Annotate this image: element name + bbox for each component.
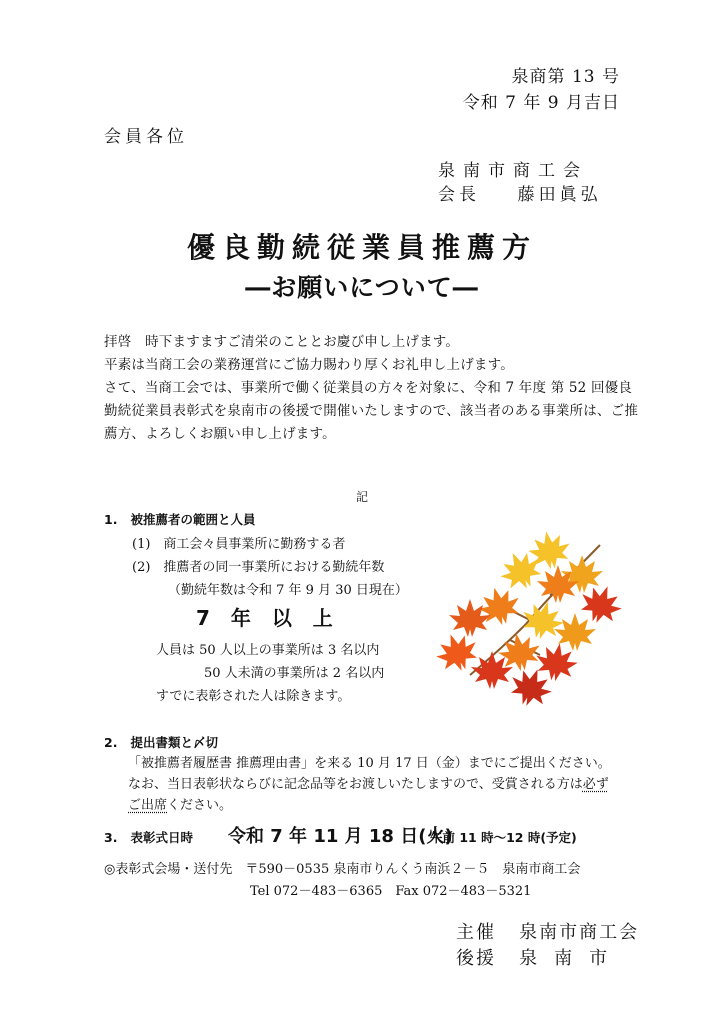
maple-leaves-illustration bbox=[430, 525, 630, 715]
section2-heading bbox=[104, 733, 218, 751]
section2-line1: 「被推薦者履歴書 推薦理由書」を来る 10 月 17 日（金）までにご提出ください。 bbox=[128, 756, 611, 771]
host-organization: 泉南市商工会 bbox=[519, 922, 640, 943]
host-label: 主催 bbox=[456, 922, 496, 943]
sender-title: 会長 bbox=[438, 185, 480, 205]
document-date: 令和 7 年 9 月吉日 bbox=[462, 93, 620, 113]
section1-heading bbox=[104, 510, 256, 528]
document-subtitle: ―お願いについて― bbox=[245, 273, 479, 302]
staff-rule-3: すでに表彰された人は除きます。 bbox=[156, 689, 351, 704]
must-emphasis: 必ず bbox=[582, 777, 609, 792]
ceremony-time: 午前 11 時〜12 時(予定) bbox=[430, 830, 577, 845]
section2-line3 bbox=[128, 794, 232, 813]
ki-heading: 記 bbox=[355, 490, 368, 504]
ceremony-date: 令和 7 年 11 月 18 日(火) bbox=[228, 826, 453, 847]
contact-phone-fax: Tel 072－483－6365 Fax 072－483－5321 bbox=[250, 884, 532, 899]
staff-rule-2: 50 人未満の事業所は 2 名以内 bbox=[204, 666, 385, 681]
sender-organization: 泉南市商工会 bbox=[438, 161, 588, 181]
support-line bbox=[456, 944, 624, 970]
years-requirement: 7 年 以 上 bbox=[196, 606, 340, 630]
maple-leaf bbox=[518, 596, 568, 644]
section1-item1: (1) 商工会々員事業所に勤務する者 bbox=[132, 537, 346, 552]
host-line bbox=[456, 918, 639, 944]
section2-title: 提出書類と〆切 bbox=[130, 735, 219, 750]
document-title: 優良勤続従業員推薦方 bbox=[186, 231, 537, 264]
body-line: さて、当商工会では、事業所で働く従業員の方々を対象に、令和 7 年度 第 52 回優良 bbox=[104, 380, 633, 396]
section3-title: 表彰式日時 bbox=[130, 830, 194, 845]
section3-heading bbox=[104, 828, 193, 846]
document-number: 泉商第 13 号 bbox=[511, 67, 620, 87]
section2-line3-text: ください。 bbox=[167, 798, 233, 813]
venue-address: ◎表彰式会場・送付先 〒590－0535 泉南市りんくう南浜２－５ 泉南市商工会 bbox=[104, 862, 581, 877]
addressee: 会員各位 bbox=[104, 127, 188, 147]
section2-line2-text: なお、当日表彰状ならびに記念品等をお渡しいたしますので、受賞される方は bbox=[128, 777, 583, 792]
staff-rule-1: 人員は 50 人以上の事業所は 3 名以内 bbox=[156, 643, 380, 658]
support-label: 後援 bbox=[456, 948, 496, 969]
sender-name: 藤田眞弘 bbox=[517, 185, 602, 205]
section2-line2 bbox=[128, 773, 609, 792]
section3-number: 3. bbox=[104, 830, 118, 845]
sender-name-line bbox=[438, 180, 602, 205]
attend-emphasis: ご出席 bbox=[128, 798, 168, 813]
body-line: 薦方、よろしくお願い申し上げます。 bbox=[104, 426, 336, 442]
section1-note: （勤続年数は令和 7 年 9 月 30 日現在） bbox=[168, 583, 408, 598]
section1-number: 1. bbox=[104, 512, 118, 527]
maple-leaf bbox=[449, 599, 491, 637]
body-line: 平素は当商工会の業務運営にご協力賜わり厚くお礼申し上げます。 bbox=[104, 357, 514, 373]
body-line: 勤続従業員表彰式を泉南市の後援で開催いたしますので、該当者のある事業所は、ご推 bbox=[104, 403, 639, 419]
section1-item2: (2) 推薦者の同一事業所における勤続年数 bbox=[132, 560, 385, 575]
section1-title: 被推薦者の範囲と人員 bbox=[130, 512, 256, 527]
maple-leaf bbox=[554, 613, 596, 651]
support-organization: 泉南市 bbox=[519, 948, 625, 969]
section2-number: 2. bbox=[104, 735, 118, 750]
body-line: 拝啓 時下ますますご清栄のこととお慶び申し上げます。 bbox=[104, 334, 460, 350]
